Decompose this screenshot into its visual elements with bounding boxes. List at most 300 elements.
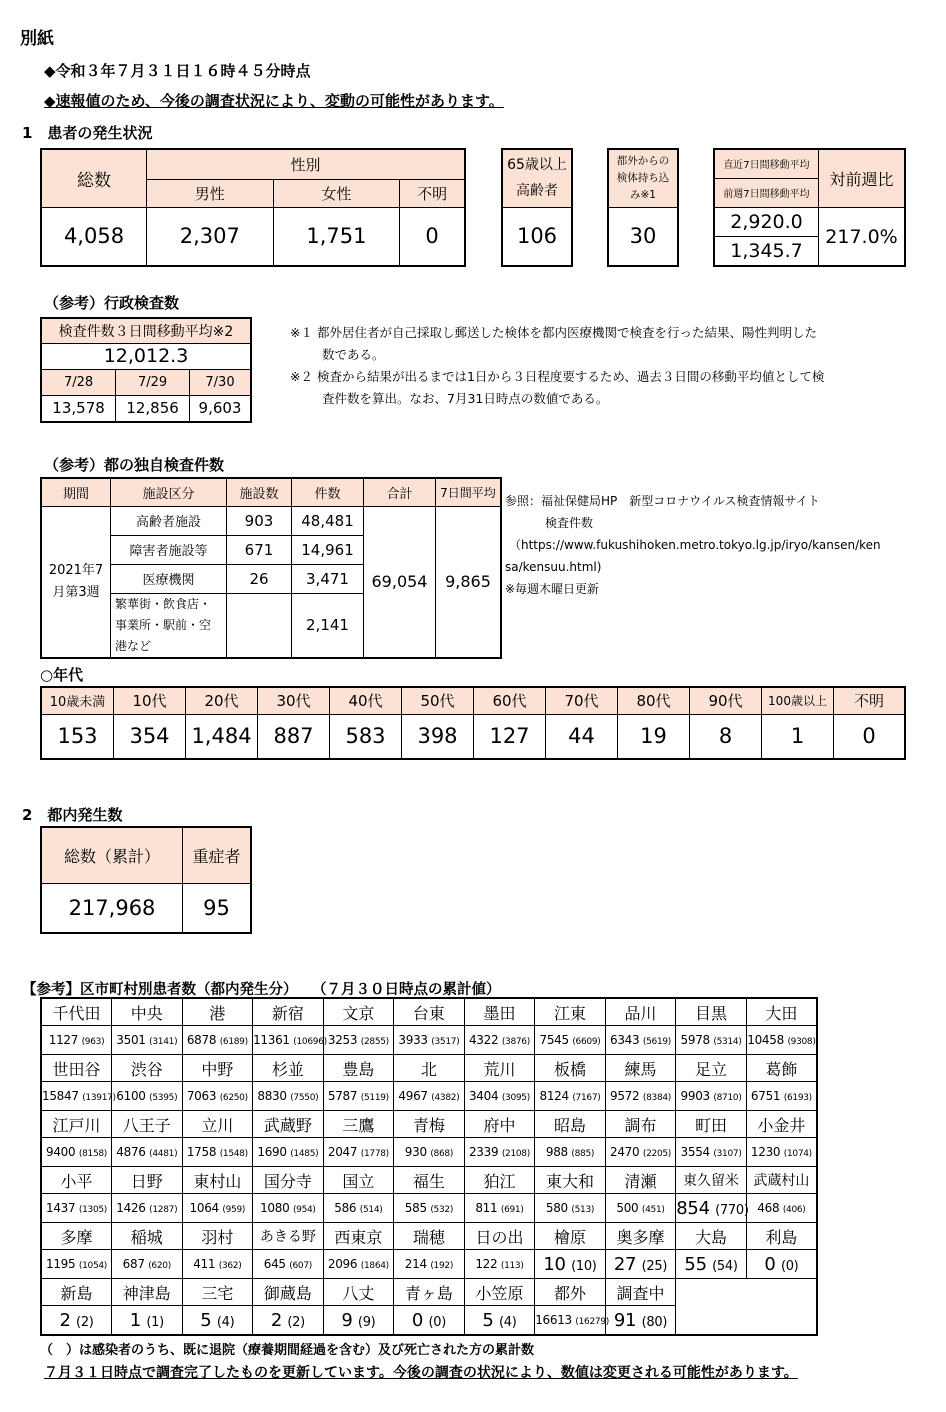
ref-line: 検査件数 (545, 516, 594, 530)
unknown-value: 0 (400, 207, 465, 266)
ward-count (605, 1026, 676, 1055)
ward-count (676, 1026, 747, 1055)
ward-total: 10458 (747, 1033, 784, 1047)
ward-recovered: (25) (641, 1258, 668, 1274)
ward-count (112, 1250, 183, 1279)
ward-count (746, 1138, 817, 1167)
ward-total: 5 (482, 1309, 494, 1331)
age-value: 127 (474, 714, 546, 759)
own-category: 繁華街・飲食店・事業所・駅前・空港など (111, 593, 227, 658)
ward-name: 武蔵村山 (746, 1167, 817, 1194)
elderly-table (501, 148, 573, 267)
ward-count (253, 1306, 324, 1336)
total-value: 4,058 (41, 207, 147, 266)
own-header: 合計 (364, 478, 436, 506)
ward-count (676, 1194, 747, 1223)
ward-count (41, 1194, 112, 1223)
section1-title: 1 患者の発生状況 (22, 124, 153, 142)
ward-total: 500 (616, 1201, 639, 1215)
ward-total: 811 (475, 1201, 498, 1215)
ward-count (182, 1026, 253, 1055)
prev7-value: 1,345.7 (714, 237, 819, 266)
ward-name: 世田谷 (41, 1055, 112, 1082)
ward-name: 小笠原 (464, 1279, 535, 1306)
ward-recovered: (7167) (572, 1093, 601, 1103)
elderly-label-line2: 高齢者 (516, 183, 558, 200)
ward-name: 府中 (464, 1111, 535, 1138)
ward-count (323, 1250, 394, 1279)
ward-recovered: (3107) (713, 1149, 742, 1159)
ward-total: 6100 (116, 1089, 146, 1103)
age-labels-row (41, 687, 905, 714)
note1-line2: 数である。 (322, 347, 385, 362)
ward-total: 1195 (46, 1257, 76, 1271)
ward-name: 日野 (112, 1167, 183, 1194)
ward-name: 新宿 (253, 998, 324, 1026)
ward-count (323, 1082, 394, 1111)
ward-count (746, 1082, 817, 1111)
age-value: 0 (834, 714, 906, 759)
ward-recovered: (9) (357, 1314, 376, 1330)
ward-total: 468 (757, 1201, 780, 1215)
ward-count (182, 1250, 253, 1279)
age-label: 80代 (618, 687, 690, 714)
ward-total: 91 (613, 1309, 637, 1331)
ward-total: 687 (122, 1257, 145, 1271)
ward-name: 新島 (41, 1279, 112, 1306)
own-header: 施設区分 (111, 478, 227, 506)
ward-name: 羽村 (182, 1223, 253, 1250)
ward-recovered: (6193) (783, 1093, 812, 1103)
ward-total: 6751 (750, 1089, 781, 1103)
ward-recovered: (2) (76, 1314, 94, 1330)
female-label: 女性 (273, 179, 400, 207)
ward-recovered: (770) (715, 1202, 749, 1218)
elderly-label (502, 149, 572, 207)
ward-name: 立川 (182, 1111, 253, 1138)
ward-count (41, 1026, 112, 1055)
ward-recovered: (532) (430, 1205, 454, 1215)
ward-count (605, 1306, 676, 1336)
ward-total: 3554 (680, 1145, 710, 1159)
age-value: 887 (258, 714, 330, 759)
age-values-row (41, 714, 905, 759)
ward-count (746, 1250, 817, 1279)
ward-count (676, 1082, 747, 1111)
own-count: 2,141 (292, 593, 364, 658)
cumulative-label: 総数（累計） (41, 827, 183, 883)
ward-total: 7545 (539, 1033, 569, 1047)
ward-count (394, 1082, 465, 1111)
ward-recovered: (4) (216, 1314, 235, 1330)
ward-total: 4876 (116, 1145, 146, 1159)
ward-total: 55 (684, 1253, 707, 1275)
ward-total: 6343 (610, 1033, 640, 1047)
age-value: 153 (41, 714, 114, 759)
note2-line1: ※２ 検査から結果が出るまでは1日から３日程度要するため、過去３日間の移動平均値として検 (290, 369, 825, 384)
ward-count (41, 1306, 112, 1336)
avg7-value: 2,920.0 (714, 208, 819, 237)
ward-recovered: (2) (287, 1314, 305, 1330)
age-label: 10代 (114, 687, 186, 714)
ward-count (605, 1082, 676, 1111)
ward-recovered: (5119) (360, 1093, 389, 1103)
ref-line: ※毎週木曜日更新 (505, 582, 600, 596)
ward-name: 北 (394, 1055, 465, 1082)
ward-count (535, 1082, 606, 1111)
ward-count (394, 1194, 465, 1223)
ward-total: 9572 (610, 1089, 640, 1103)
ward-name: 檜原 (535, 1223, 606, 1250)
note1-line1: ※１ 都外居住者が自己採取し郵送した検体を都内医療機関で検査を行った結果、陽性判明した (290, 325, 817, 340)
ward-recovered: (0) (428, 1314, 446, 1330)
ratio-label: 対前週比 (819, 149, 906, 208)
elderly-label-line1: 65歳以上 (507, 157, 567, 174)
ward-name: 西東京 (323, 1223, 394, 1250)
ward-count (323, 1026, 394, 1055)
ward-total: 3404 (468, 1089, 499, 1103)
own-header: 件数 (292, 478, 364, 506)
ward-recovered: (4382) (431, 1093, 460, 1103)
ward-recovered: (8384) (642, 1093, 672, 1103)
ward-name: 台東 (394, 998, 465, 1026)
ward-count (253, 1082, 324, 1111)
own-category: 医療機関 (111, 564, 227, 593)
own-count: 3,471 (292, 564, 364, 593)
notice: ◆速報値のため、今後の調査状況により、変動の可能性があります。 (44, 92, 504, 110)
ward-recovered: (963) (81, 1037, 105, 1047)
own-total: 69,054 (364, 506, 436, 658)
ward-recovered: (9308) (787, 1037, 816, 1047)
ward-total: 411 (193, 1257, 216, 1271)
ward-name: 渋谷 (112, 1055, 183, 1082)
ward-name: 足立 (676, 1055, 747, 1082)
ward-total: 10 (543, 1253, 566, 1275)
ratio-value: 217.0% (819, 208, 906, 267)
ward-count (253, 1026, 327, 1055)
ward-count (112, 1306, 183, 1336)
ward-name: 千代田 (41, 998, 112, 1026)
ward-recovered: (4) (498, 1314, 517, 1330)
ward-recovered: (1) (146, 1314, 164, 1330)
ward-count (464, 1082, 535, 1111)
ward-recovered: (3095) (501, 1093, 530, 1103)
ward-recovered: (1485) (290, 1149, 319, 1159)
ward-name: 狛江 (464, 1167, 535, 1194)
ward-recovered: (2108) (501, 1149, 530, 1159)
ward-count (676, 1138, 747, 1167)
ward-count (41, 1082, 116, 1111)
ward-total: 2047 (327, 1145, 358, 1159)
ward-count (605, 1250, 676, 1279)
ward-name: 豊島 (323, 1055, 394, 1082)
prev7-label: 前週7日間移動平均 (714, 178, 819, 207)
ward-name: 多摩 (41, 1223, 112, 1250)
admin-avg-label: 検査件数３日間移動平均※2 (41, 318, 251, 343)
ward-total: 988 (545, 1145, 568, 1159)
age-label: 10歳未満 (41, 687, 114, 714)
ward-recovered: (4481) (149, 1149, 178, 1159)
ward-name: 昭島 (535, 1111, 606, 1138)
age-value: 44 (546, 714, 618, 759)
ward-name: 青梅 (394, 1111, 465, 1138)
ward-count (41, 1250, 112, 1279)
reference-text (505, 490, 881, 600)
age-table (40, 686, 906, 760)
ward-recovered: (1054) (78, 1261, 108, 1271)
ward-recovered: (1074) (783, 1149, 812, 1159)
ward-recovered: (406) (782, 1205, 806, 1215)
ward-name: 日の出 (464, 1223, 535, 1250)
ward-count (535, 1194, 606, 1223)
moving-average-table (713, 148, 906, 267)
ward-total: 27 (613, 1253, 637, 1275)
age-label: 90代 (690, 687, 762, 714)
ward-name: 三宅 (182, 1279, 253, 1306)
ward-recovered: (691) (500, 1205, 524, 1215)
ward-name: 調布 (605, 1111, 676, 1138)
ward-name: 国分寺 (253, 1167, 324, 1194)
elderly-value: 106 (502, 207, 572, 266)
ward-total: 9400 (46, 1145, 76, 1159)
age-label: 60代 (474, 687, 546, 714)
ward-total: 2339 (468, 1145, 499, 1159)
ward-recovered: (0) (780, 1258, 799, 1274)
own-period: 2021年7月第3週 (41, 506, 111, 658)
ward-total: 1230 (750, 1145, 781, 1159)
age-label: 不明 (834, 687, 906, 714)
age-label: 40代 (330, 687, 402, 714)
outside-label: 都外からの検体持ち込み※1 (608, 149, 678, 207)
ward-count (394, 1250, 465, 1279)
ward-recovered: (80) (641, 1314, 668, 1330)
ward-count (464, 1026, 535, 1055)
ward-recovered: (362) (218, 1261, 242, 1271)
severe-value: 95 (183, 883, 252, 933)
ward-name: 奥多摩 (605, 1223, 676, 1250)
ward-count (394, 1138, 465, 1167)
ward-name: 小金井 (746, 1111, 817, 1138)
wards-title: 【参考】区市町村別患者数（都内発生分） （７月３０日時点の累計値） (22, 982, 501, 998)
ward-name: 品川 (605, 998, 676, 1026)
ward-recovered: (1864) (360, 1261, 389, 1271)
outside-value: 30 (608, 207, 678, 266)
ward-name: 港 (182, 998, 253, 1026)
ward-name: 御蔵島 (253, 1279, 324, 1306)
ward-total: 586 (334, 1201, 357, 1215)
ward-total: 1080 (260, 1201, 290, 1215)
ref-url: sa/kensuu.html) (505, 560, 602, 574)
ward-name: 東久留米 (676, 1167, 747, 1194)
age-value: 583 (330, 714, 402, 759)
own-header: 7日間平均 (436, 478, 502, 506)
ward-recovered: (451) (641, 1205, 665, 1215)
ward-total: 2096 (327, 1257, 358, 1271)
ward-recovered: (1287) (149, 1205, 178, 1215)
ward-name: 福生 (394, 1167, 465, 1194)
ward-count (112, 1138, 183, 1167)
age-label: 20代 (186, 687, 258, 714)
male-value: 2,307 (147, 207, 274, 266)
ward-count (464, 1306, 535, 1336)
ward-name: 瑞穂 (394, 1223, 465, 1250)
timestamp: ◆令和３年７月３１日１６時４５分時点 (44, 62, 311, 80)
ward-recovered: (113) (500, 1261, 524, 1271)
ward-recovered: (513) (571, 1205, 595, 1215)
ward-name: 調査中 (605, 1279, 676, 1306)
unknown-label: 不明 (400, 179, 465, 207)
ward-recovered: (8710) (713, 1093, 742, 1103)
ward-count (605, 1138, 676, 1167)
ward-total: 1690 (257, 1145, 287, 1159)
ward-name: 都外 (535, 1279, 606, 1306)
ward-recovered: (5314) (713, 1037, 742, 1047)
ward-count (535, 1026, 606, 1055)
ward-recovered: (7550) (290, 1093, 319, 1103)
age-value: 1,484 (186, 714, 258, 759)
own-tests-table (40, 477, 502, 659)
male-label: 男性 (147, 179, 274, 207)
ward-total: 5978 (680, 1033, 710, 1047)
final-note: ７月３１日時点で調査完了したものを更新しています。今後の調査の状況により、数値は変更される可能性があります。 (44, 1365, 798, 1381)
ward-count (253, 1250, 324, 1279)
ward-recovered: (1305) (78, 1205, 108, 1215)
ward-name: 文京 (323, 998, 394, 1026)
ward-count (394, 1306, 465, 1336)
ward-name: 東大和 (535, 1167, 606, 1194)
ward-count (253, 1138, 324, 1167)
own-avg7: 9,865 (436, 506, 502, 658)
ward-name: 町田 (676, 1111, 747, 1138)
ward-name: 稲城 (112, 1223, 183, 1250)
ward-recovered: (192) (430, 1261, 454, 1271)
ward-recovered: (6250) (219, 1093, 248, 1103)
own-tests-title: （参考）都の独自検査件数 (44, 456, 225, 474)
ward-table (40, 997, 818, 1336)
ward-count (182, 1194, 253, 1223)
age-label: 30代 (258, 687, 330, 714)
ward-name: 江東 (535, 998, 606, 1026)
ward-name: 杉並 (253, 1055, 324, 1082)
ward-name: 東村山 (182, 1167, 253, 1194)
own-category: 障害者施設等 (111, 535, 227, 564)
ward-recovered: (607) (289, 1261, 312, 1271)
own-header: 施設数 (227, 478, 292, 506)
ward-count (112, 1194, 183, 1223)
ward-total: 2 (59, 1309, 71, 1331)
admin-date: 7/30 (190, 369, 251, 395)
ward-count (41, 1138, 112, 1167)
ward-total: 1758 (186, 1145, 217, 1159)
avg7-label: 直近7日間移動平均 (714, 149, 819, 178)
ward-recovered: (2855) (360, 1037, 389, 1047)
admin-count: 9,603 (190, 395, 251, 422)
age-value: 19 (618, 714, 690, 759)
ref-url: （https://www.fukushihoken.metro.tokyo.lg.jp/iryo/kansen/ken (509, 538, 881, 552)
admin-count: 12,856 (116, 395, 190, 422)
note2-line2: 査件数を算出。なお、7月31日時点の数値である。 (322, 391, 609, 406)
age-value: 398 (402, 714, 474, 759)
ward-total: 2470 (610, 1145, 640, 1159)
ward-recovered: (6189) (219, 1037, 248, 1047)
ward-name: 八丈 (323, 1279, 394, 1306)
ward-name: あきる野 (253, 1223, 324, 1250)
ward-name: 青ヶ島 (394, 1279, 465, 1306)
ward-total: 580 (545, 1201, 568, 1215)
ward-total: 15847 (42, 1089, 79, 1103)
ward-total: 0 (764, 1253, 776, 1275)
own-count: 48,481 (292, 506, 364, 535)
ward-name: 大田 (746, 998, 817, 1026)
ward-count (746, 1026, 817, 1055)
tokyo-total-table (40, 826, 252, 934)
ward-count (182, 1306, 253, 1336)
own-category: 高齢者施設 (111, 506, 227, 535)
section2-title: 2 都内発生数 (22, 806, 123, 824)
ward-total: 8830 (257, 1089, 287, 1103)
ward-name: 中野 (182, 1055, 253, 1082)
ward-count (605, 1194, 676, 1223)
ward-count (394, 1026, 465, 1055)
ward-recovered: (2205) (642, 1149, 672, 1159)
ward-recovered: (959) (222, 1205, 246, 1215)
cumulative-value: 217,968 (41, 883, 183, 933)
ward-count (182, 1082, 253, 1111)
ward-name: 練馬 (605, 1055, 676, 1082)
ward-recovered: (5395) (149, 1093, 178, 1103)
ward-name: 国立 (323, 1167, 394, 1194)
admin-count: 13,578 (41, 395, 116, 422)
age-value: 8 (690, 714, 762, 759)
ward-recovered: (3141) (149, 1037, 178, 1047)
ward-total: 2 (270, 1309, 282, 1331)
ward-count (323, 1194, 394, 1223)
ward-total: 214 (404, 1257, 427, 1271)
ward-total: 1 (129, 1309, 141, 1331)
ward-total: 122 (475, 1257, 498, 1271)
ward-count (535, 1306, 609, 1336)
ward-name: 八王子 (112, 1111, 183, 1138)
doc-label: 別紙 (20, 29, 54, 49)
ward-name: 墨田 (464, 998, 535, 1026)
ward-count (112, 1082, 183, 1111)
ref-line: 参照：福祉保健局HP 新型コロナウイルス検査情報サイト (505, 494, 820, 508)
outside-table (607, 148, 679, 267)
sex-label: 性別 (147, 149, 466, 179)
ward-total: 3253 (327, 1033, 358, 1047)
severe-label: 重症者 (183, 827, 252, 883)
ward-total: 11361 (253, 1033, 290, 1047)
admin-tests-title: （参考）行政検査数 (44, 294, 180, 312)
ward-name: 小平 (41, 1167, 112, 1194)
notes (290, 322, 824, 410)
ward-count (464, 1138, 535, 1167)
ward-total: 1064 (189, 1201, 219, 1215)
ward-name: 神津島 (112, 1279, 183, 1306)
ward-recovered: (6609) (572, 1037, 601, 1047)
age-value: 354 (114, 714, 186, 759)
ward-name: 中央 (112, 998, 183, 1026)
ward-recovered: (1548) (219, 1149, 248, 1159)
ward-total: 854 (676, 1197, 710, 1219)
age-value: 1 (762, 714, 834, 759)
patient-summary-table (40, 148, 466, 267)
ward-total: 930 (404, 1145, 427, 1159)
own-facilities (227, 593, 292, 658)
ward-recovered: (10) (571, 1258, 597, 1274)
own-header: 期間 (41, 478, 111, 506)
ward-count (253, 1194, 324, 1223)
